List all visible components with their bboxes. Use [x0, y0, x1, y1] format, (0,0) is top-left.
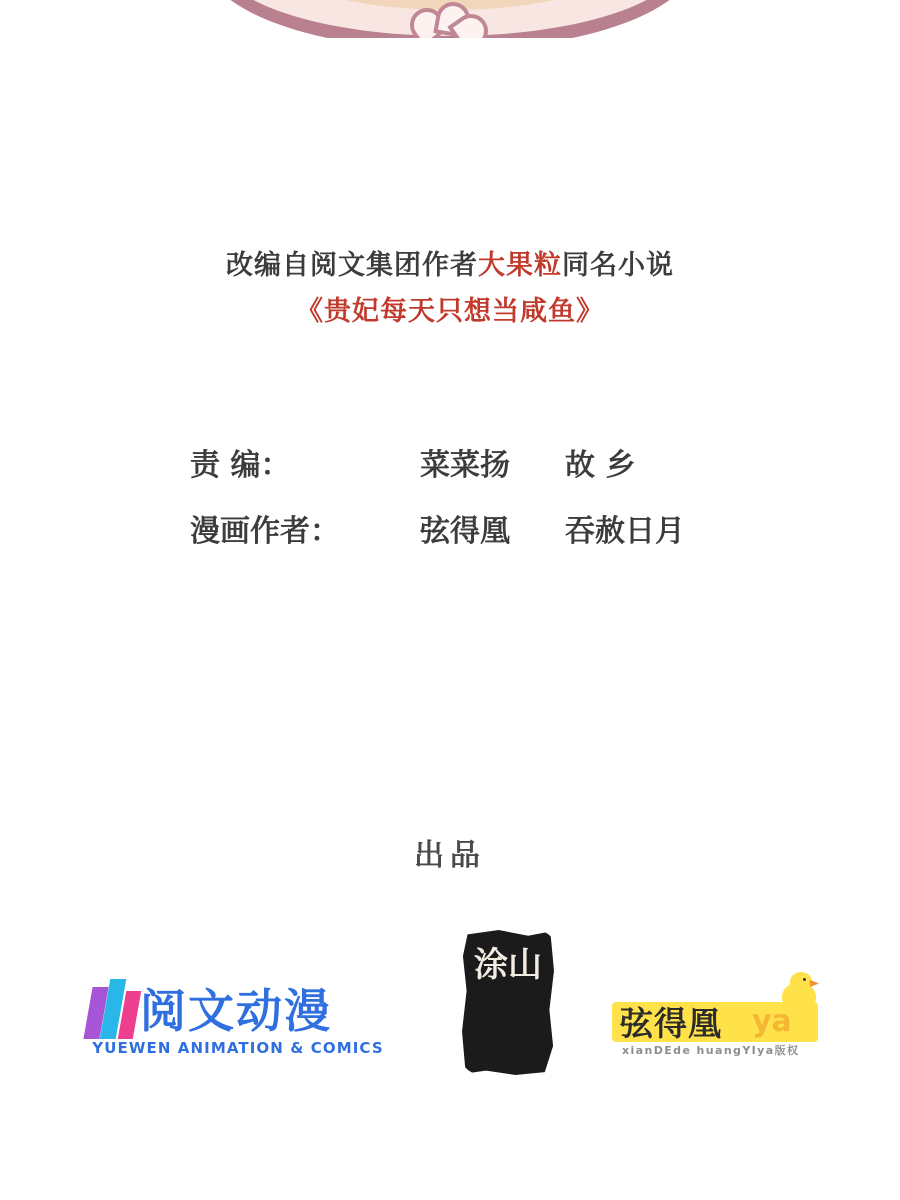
yuewen-bars-icon — [88, 977, 142, 1041]
staff-credits-list — [0, 440, 900, 572]
xiandehuang-pinyin: xianDEde huangYIya版权 — [622, 1044, 800, 1057]
xiandehuang-ya-logo — [612, 990, 842, 1076]
staff-name: 菜菜扬 — [420, 448, 510, 483]
tushan-stamp-logo — [462, 930, 554, 1075]
staff-role-label: 责 编： — [190, 448, 291, 483]
xiandehuang-wordmark: 弦得凰 — [620, 1004, 722, 1043]
source-novel-line — [0, 248, 900, 284]
source-novel-prefix: 改编自阅文集团作者 — [226, 250, 478, 281]
presented-by-label: 出品 — [414, 838, 486, 873]
staff-name: 弦得凰 — [420, 514, 510, 549]
tushan-stamp-glyphs: 涂山 — [474, 945, 542, 985]
yuewen-animation-comics-logo — [88, 975, 388, 1090]
logo-row — [0, 930, 900, 1110]
yuewen-logo-subtitle: YUEWEN ANIMATION & COMICS — [92, 1039, 384, 1057]
yuewen-logo-wordmark: 阅文动漫 — [140, 984, 332, 1038]
staff-row — [0, 440, 900, 484]
artwork-crop-mask — [185, 38, 715, 78]
source-novel-suffix: 同名小说 — [562, 250, 674, 281]
staff-name: 吞赦日月 — [565, 514, 685, 549]
noodle-bowl-illustration — [205, 0, 695, 60]
source-novel-author: 大果粒 — [478, 250, 562, 281]
source-novel-title: 《贵妃每天只想当咸鱼》 — [296, 296, 604, 328]
staff-row — [0, 506, 900, 550]
staff-role-label: 漫画作者： — [190, 514, 340, 549]
xiandehuang-latin-mark: ya — [752, 1004, 792, 1039]
credits-block — [0, 248, 900, 331]
staff-name: 故 乡 — [565, 448, 636, 483]
